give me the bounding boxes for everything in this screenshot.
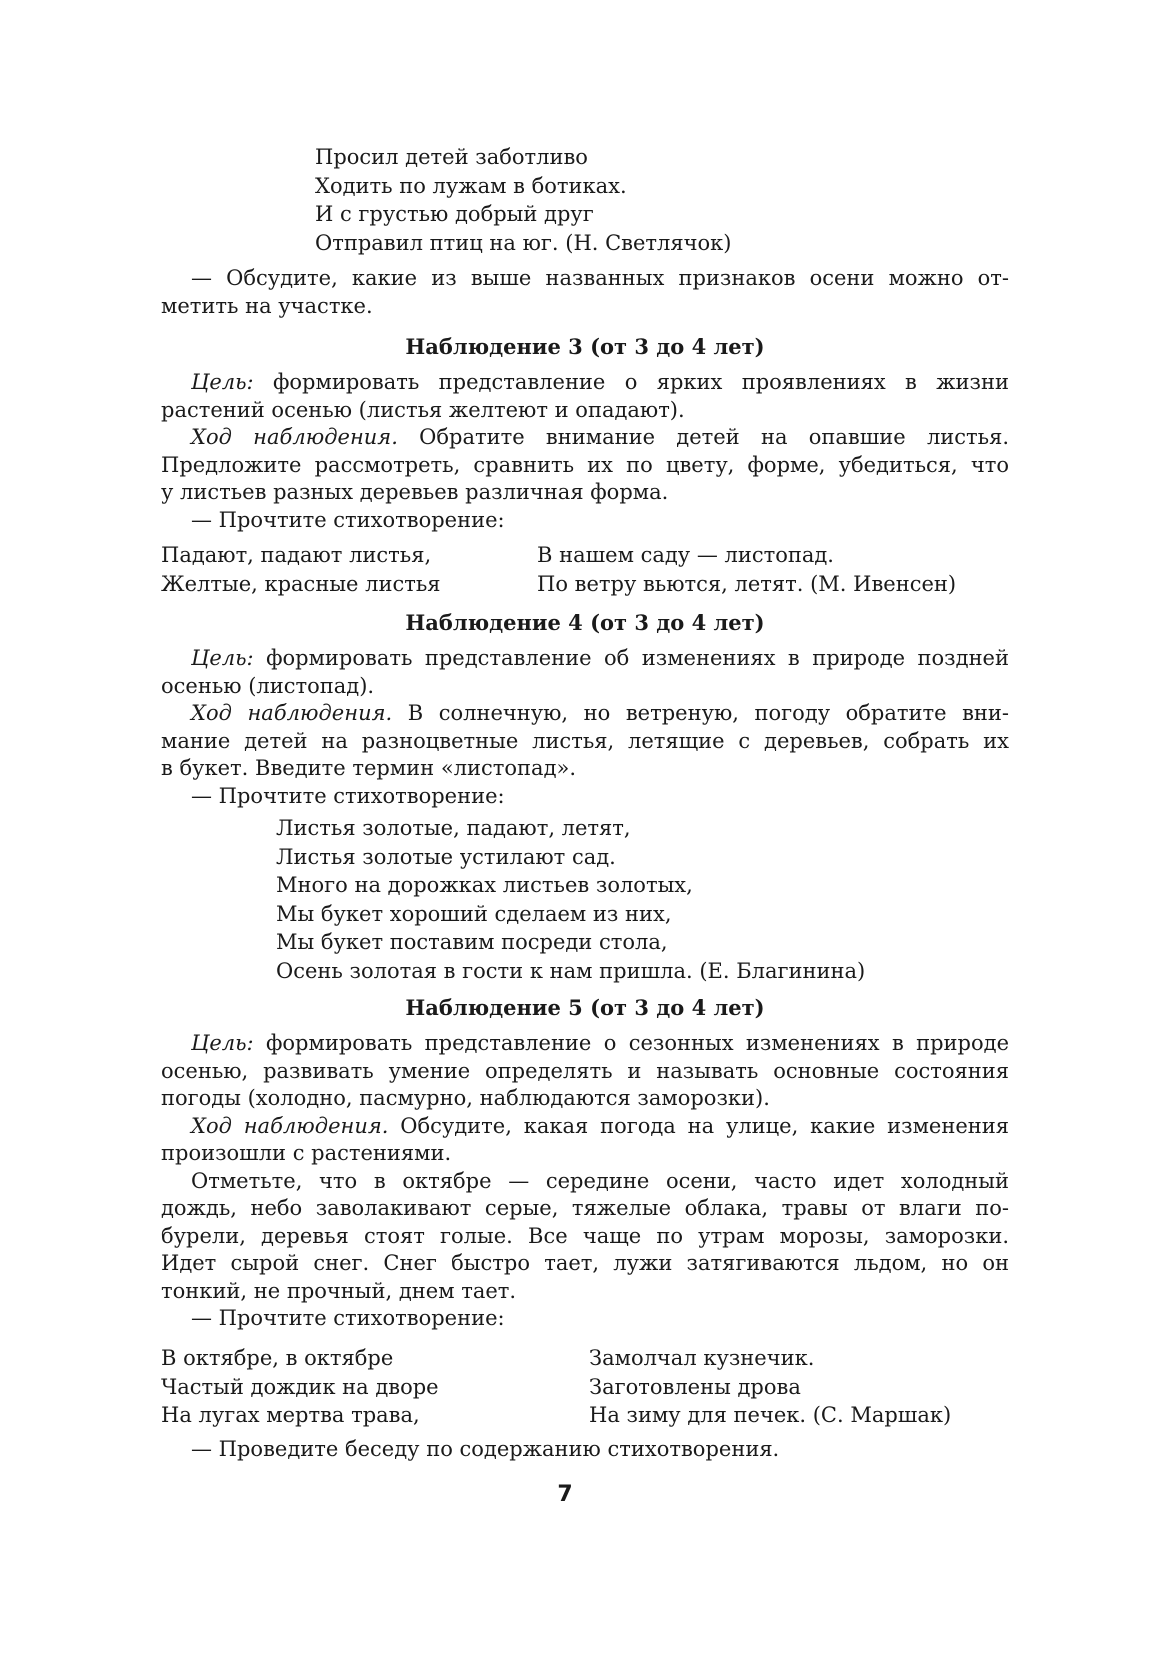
observation-4 bbox=[161, 605, 1009, 810]
note-line: Идет сырой снег. Снег быстро тает, лужи затягиваются льдом, но он bbox=[161, 1251, 1009, 1275]
course-line: у листьев разных деревьев различная форма. bbox=[161, 480, 669, 504]
course-line: Ход наблюдения. В солнечную, но ветреную, погоду обратите вни- bbox=[191, 701, 1009, 725]
paragraph-line: метить на участке. bbox=[161, 293, 373, 318]
verse-intro bbox=[315, 143, 731, 257]
read-poem-line: — Прочтите стихотворение: bbox=[191, 507, 505, 532]
course-line: Предложите рассмотреть, сравнить их по цвету, форме, убедиться, что bbox=[161, 452, 1009, 477]
goal-label: Цель: bbox=[191, 1031, 254, 1055]
poem-line: На зиму для печек. (С. Маршак) bbox=[589, 1403, 952, 1427]
poem-obs4 bbox=[276, 814, 865, 985]
course-label: Ход наблюдения. bbox=[191, 701, 393, 725]
course-line: Ход наблюдения. Обсудите, какая погода на улице, какие изменения bbox=[191, 1113, 1010, 1138]
goal-line: Цель: формировать представление об изменениях в природе поздней bbox=[191, 646, 1009, 670]
closing-paragraph bbox=[161, 1436, 1009, 1464]
note-line: бурели, деревья стоят голые. Все чаще по утрам морозы, заморозки. bbox=[161, 1223, 1009, 1248]
section-heading: Наблюдение 5 (от 3 до 4 лет) bbox=[405, 995, 765, 1020]
goal-line: осенью, развивать умение определять и называть основные состояния bbox=[161, 1058, 1009, 1083]
poem-line: В октябре, в октябре bbox=[161, 1346, 394, 1370]
poem-line: Желтые, красные листья bbox=[161, 571, 441, 596]
goal-label: Цель: bbox=[191, 646, 254, 670]
course-line: Ход наблюдения. Обратите внимание детей на опавшие листья. bbox=[191, 425, 1010, 449]
poem-line: Замолчал кузнечик. bbox=[589, 1346, 815, 1370]
course-line: в букет. Введите термин «листопад». bbox=[161, 756, 577, 780]
poem-line: На лугах мертва трава, bbox=[161, 1403, 420, 1427]
poem-line: Листья золотые устилают сад. bbox=[276, 844, 616, 869]
poem-column-left bbox=[161, 1344, 439, 1430]
poem-line: Мы букет поставим посреди стола, bbox=[276, 930, 668, 954]
course-line: произошли с растениями. bbox=[161, 1141, 452, 1165]
section-heading: Наблюдение 4 (от 3 до 4 лет) bbox=[405, 610, 765, 635]
goal-label: Цель: bbox=[191, 370, 254, 394]
goal-line: растений осенью (листья желтеют и опадают). bbox=[161, 397, 685, 422]
goal-line: Цель: формировать представление о сезонных изменениях в природе bbox=[191, 1031, 1009, 1055]
course-line: мание детей на разноцветные листья, летящие с деревьев, собрать их bbox=[161, 728, 1009, 753]
poem-line: В нашем саду — листопад. bbox=[537, 543, 834, 567]
read-poem-line: — Прочтите стихотворение: bbox=[191, 1306, 505, 1330]
verse-line: Ходить по лужам в ботиках. bbox=[315, 173, 627, 198]
read-poem-line: — Прочтите стихотворение: bbox=[191, 783, 505, 808]
discuss-paragraph bbox=[161, 265, 1009, 320]
verse-line: И с грустью добрый друг bbox=[315, 202, 594, 226]
goal-line: погоды (холодно, пасмурно, наблюдаются заморозки). bbox=[161, 1086, 770, 1110]
course-label: Ход наблюдения. bbox=[191, 425, 398, 449]
goal-line: осенью (листопад). bbox=[161, 673, 375, 698]
paragraph-line: — Обсудите, какие из выше названных признаков осени можно от- bbox=[191, 266, 1009, 290]
closing-line: — Проведите беседу по содержанию стихотворения. bbox=[191, 1437, 780, 1461]
observation-5 bbox=[161, 990, 1009, 1333]
verse-line: Отправил птиц на юг. (Н. Светлячок) bbox=[315, 230, 732, 255]
poem-line: Осень золотая в гости к нам пришла. (Е. Благинина) bbox=[276, 958, 866, 983]
poem-line: Частый дождик на дворе bbox=[161, 1374, 439, 1399]
poem-line: Много на дорожках листьев золотых, bbox=[276, 873, 693, 897]
course-label: Ход наблюдения. bbox=[191, 1113, 389, 1138]
poem-column-left bbox=[161, 541, 441, 598]
section-heading: Наблюдение 3 (от 3 до 4 лет) bbox=[405, 334, 765, 359]
poem-line: Заготовлены дрова bbox=[589, 1374, 801, 1399]
note-line: тонкий, не прочный, днем тает. bbox=[161, 1278, 517, 1303]
poem-line: Листья золотые, падают, летят, bbox=[276, 816, 631, 840]
poem-line: Падают, падают листья, bbox=[161, 543, 432, 567]
poem-line: По ветру вьются, летят. (М. Ивенсен) bbox=[537, 571, 957, 596]
poem-column-right bbox=[589, 1344, 951, 1430]
verse-line: Просил детей заботливо bbox=[315, 145, 588, 169]
note-line: Отметьте, что в октябре — середине осени, часто идет холодный bbox=[191, 1168, 1009, 1193]
page-number: 7 bbox=[557, 1482, 573, 1507]
note-line: дождь, небо заволакивают серые, тяжелые облака, травы от влаги по- bbox=[161, 1196, 1009, 1220]
poem-column-right bbox=[537, 541, 956, 598]
poem-line: Мы букет хороший сделаем из них, bbox=[276, 901, 672, 926]
observation-3 bbox=[161, 329, 1009, 534]
goal-line: Цель: формировать представление о ярких проявлениях в жизни bbox=[191, 370, 1009, 394]
